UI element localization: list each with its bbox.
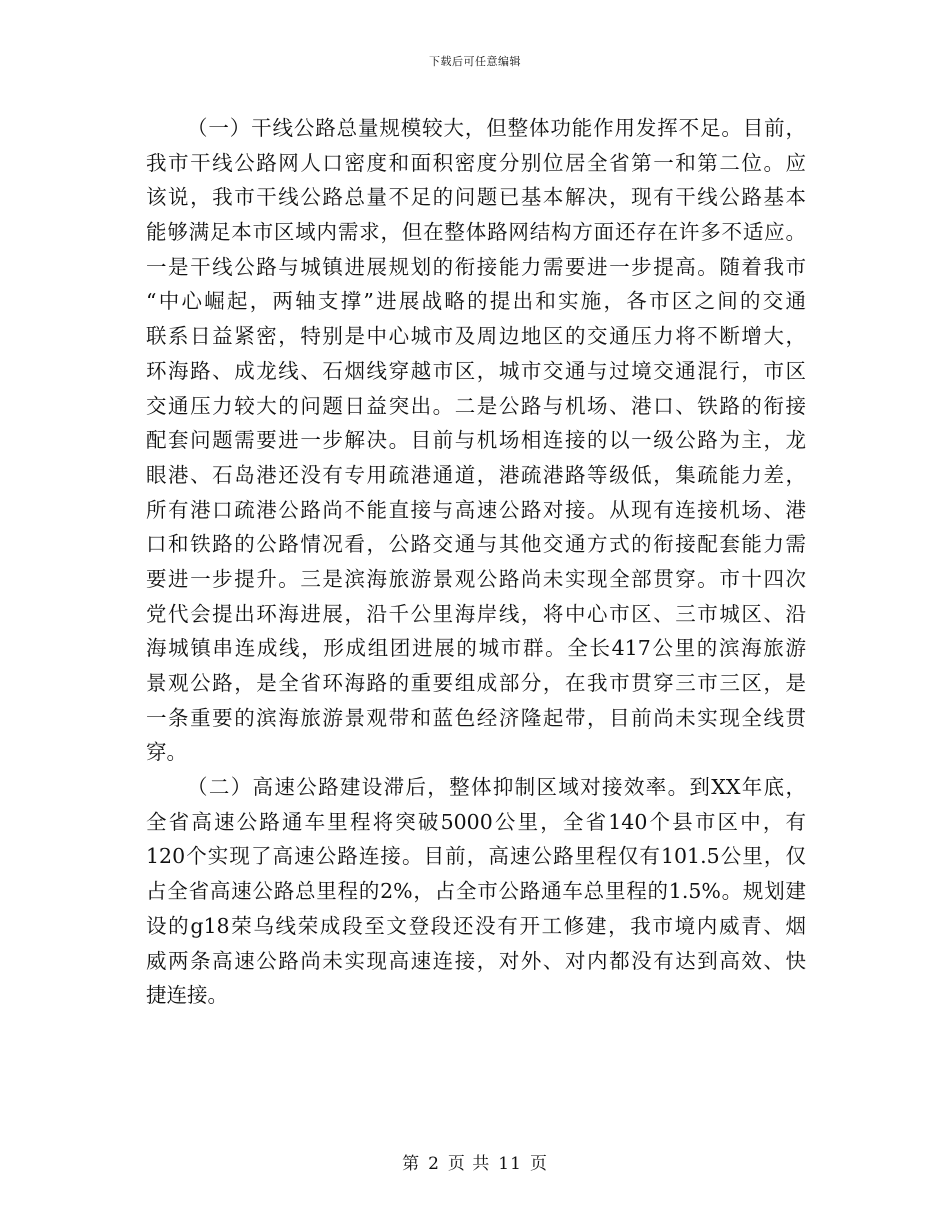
text-line: 设的g18荣乌线荣成段至文登段还没有开工修建，我市境内威青、烟 bbox=[146, 913, 806, 938]
footer-prefix: 第 bbox=[402, 1154, 421, 1174]
text-line: 捷连接。 bbox=[146, 983, 228, 1008]
footer-suffix: 页 bbox=[529, 1154, 548, 1174]
total-pages-number: 11 bbox=[498, 1154, 522, 1174]
text-line: “中心崛起，两轴支撑”进展战略的提出和实施，各市区之间的交通 bbox=[146, 289, 806, 314]
text-line: 威两条高速公路尚未实现高速连接，对外、对内都没有达到高效、快 bbox=[146, 948, 806, 973]
text-line: 能够满足本市区域内需求，但在整体路网结构方面还存在许多不适应。 bbox=[146, 220, 806, 245]
document-body bbox=[146, 111, 806, 1013]
text-line: （二）高速公路建设滞后，整体抑制区域对接效率。到XX年底， bbox=[187, 775, 806, 800]
text-line: 环海路、成龙线、石烟线穿越市区，城市交通与过境交通混行，市区 bbox=[146, 358, 806, 383]
text-line: 全省高速公路通车里程将突破5000公里，全省140个县市区中，有 bbox=[146, 809, 806, 834]
text-line: （一）干线公路总量规模较大，但整体功能作用发挥不足。目前， bbox=[187, 116, 806, 140]
text-line: 景观公路，是全省环海路的重要组成部分，在我市贯穿三市三区，是 bbox=[146, 671, 806, 695]
text-line: 穿。 bbox=[146, 740, 187, 765]
paragraph-2 bbox=[146, 770, 806, 1013]
text-line: 所有港口疏港公路尚不能直接与高速公路对接。从现有连接机场、港 bbox=[146, 497, 806, 522]
text-line: 该说，我市干线公路总量不足的问题已基本解决，现有干线公路基本 bbox=[146, 185, 806, 210]
footer-middle: 页 共 bbox=[447, 1154, 491, 1174]
page-footer bbox=[0, 1153, 950, 1175]
text-line: 党代会提出环海进展，沿千公里海岸线，将中心市区、三市城区、沿 bbox=[146, 601, 806, 626]
current-page-number: 2 bbox=[428, 1154, 440, 1174]
text-line: 联系日益紧密，特别是中心城市及周边地区的交通压力将不断增大， bbox=[146, 324, 806, 349]
header-note: 下载后可任意编辑 bbox=[429, 55, 521, 68]
text-line: 交通压力较大的问题日益突出。二是公路与机场、港口、铁路的衔接 bbox=[146, 393, 806, 418]
text-line: 口和铁路的公路情况看，公路交通与其他交通方式的衔接配套能力需 bbox=[146, 532, 806, 557]
text-line: 占全省高速公路总里程的2%，占全市公路通车总里程的1.5%。规划建 bbox=[146, 879, 806, 904]
text-line: 我市干线公路网人口密度和面积密度分别位居全省第一和第二位。应 bbox=[146, 150, 806, 175]
text-line: 一条重要的滨海旅游景观带和蓝色经济隆起带，目前尚未实现全线贯 bbox=[146, 705, 806, 730]
text-line: 海城镇串连成线，形成组团进展的城市群。全长417公里的滨海旅游 bbox=[146, 636, 806, 661]
text-line: 配套问题需要进一步解决。目前与机场相连接的以一级公路为主，龙 bbox=[146, 428, 806, 453]
text-line: 120个实现了高速公路连接。目前，高速公路里程仅有101.5公里，仅 bbox=[146, 844, 806, 869]
paragraph-1 bbox=[146, 111, 806, 770]
text-line: 一是干线公路与城镇进展规划的衔接能力需要进一步提高。随着我市 bbox=[146, 254, 806, 279]
text-line: 要进一步提升。三是滨海旅游景观公路尚未实现全部贯穿。市十四次 bbox=[146, 566, 806, 591]
text-line: 眼港、石岛港还没有专用疏港通道，港疏港路等级低，集疏能力差， bbox=[146, 462, 806, 487]
